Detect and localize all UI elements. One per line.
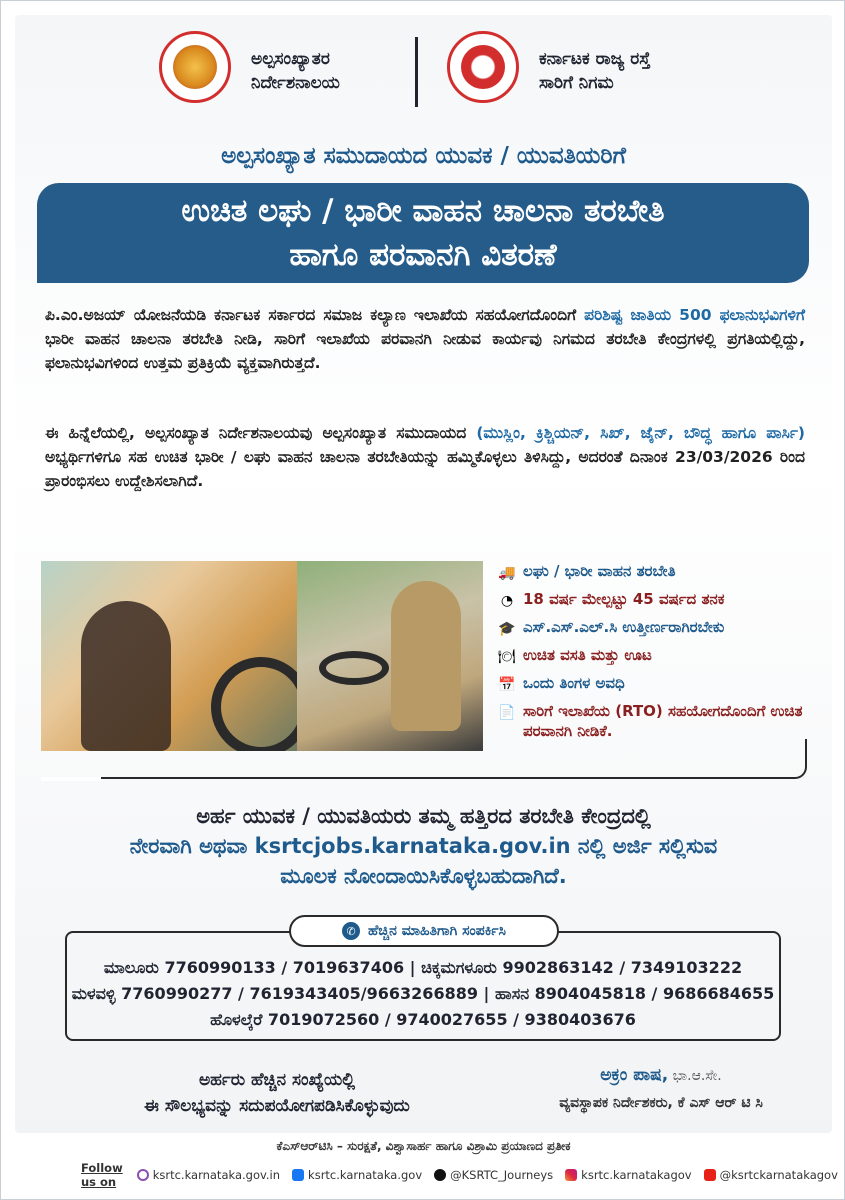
feature-text: ಉಚಿತ ವಸತಿ ಮತ್ತು ಊಟ [523,646,652,664]
age-icon: ◔ [500,593,514,609]
follow-us-label: Follow us on [81,1161,123,1189]
twitter-text: @KSRTC_Journeys [450,1168,554,1182]
signer-name [501,1065,821,1085]
contact-heading [289,915,559,947]
cta-line: ಅರ್ಹ ಯುವಕ / ಯುವತಿಯರು ತಮ್ಮ ಹತ್ತಿರದ ತರಬೇತಿ ಕೇಂದ್ರದಲ್ಲಿ [196,804,651,828]
bus-steering-wheel-icon [319,651,389,685]
banner-line: ಉಚಿತ ಲಘು / ಭಾರೀ ವಾಹನ ಚಾಲನಾ ತರಬೇತಿ [181,193,665,229]
paragraph-text: ಅಭ್ಯರ್ಥಿಗಳಿಗೂ ಸಹ ಉಚಿತ ಭಾರೀ / ಲಘು ವಾಹನ ಚಾಲನಾ ತರಬೇತಿಯನ್ನು ಹಮ್ಮಿಕೊಳ್ಳಲು ತಿಳಿಸಿದ್ದು, ಅದರಂತೆ ದಿನಾಂಕ 23/03/2026 ರಿಂದ ಪ್ರಾರಂಭಿಸಲು ಉದ್ದೇಶಿಸಲಾಗಿದೆ. [45,448,805,490]
section-bracket [41,739,807,779]
youtube-link[interactable] [704,1168,838,1182]
contact-line: ಮಳವಳ್ಳಿ 7760990277 / 7619343405/9663266889 | ಹಾಸನ 8904045818 / 9686684655 [71,984,775,1003]
bracket-gap [41,777,101,781]
social-links [81,1161,838,1189]
ksrtc-logo-icon [447,31,519,103]
training-photo [41,561,483,751]
feature-item [497,617,817,639]
contact-numbers [65,955,781,1033]
x-twitter-icon [434,1169,446,1181]
feature-item [497,673,817,695]
footer-tagline: ಕೆಎಸ್‌ಆರ್‌ಟಿಸಿ – ಸುರಕ್ಷತೆ, ವಿಶ್ವಾಸಾರ್ಹ ಹಾಗೂ ವಿಶ್ರಾಮಿ ಪ್ರಯಾಣದ ಪ್ರತೀಕ [276,1139,571,1153]
signer-service: ಭಾ.ಆ.ಸೇ. [668,1068,722,1084]
steering-wheel-icon [211,657,311,751]
subtitle: ಅಲ್ಪಸಂಖ್ಯಾತ ಸಮುದಾಯದ ಯುವಕ / ಯುವತಿಯರಿಗೆ [221,143,626,169]
org-name-line: ನಿರ್ದೇಶನಾಲಯ [251,73,340,93]
instagram-icon [565,1169,577,1181]
paragraph-text: ಪಿ.ಎಂ.ಅಜಯ್ ಯೋಜನೆಯಡಿ ಕರ್ನಾಟಕ ಸರ್ಕಾರದ ಸಮಾಜ ಕಲ್ಯಾಣ ಇಲಾಖೆಯ ಸಹಯೋಗದೊಂದಿಗೆ [45,306,585,324]
hostel-food-icon: 🍽 [498,649,516,665]
paragraph-text: ಈ ಹಿನ್ನೆಲೆಯಲ್ಲಿ, ಅಲ್ಪಸಂಖ್ಯಾತ ನಿರ್ದೇಶನಾಲಯವು ಅಲ್ಪಸಂಖ್ಯಾತ ಸಮುದಾಯದ [45,424,477,442]
globe-icon [137,1169,149,1181]
signer-name-text: ಅಕ್ರಂ ಪಾಷ, [600,1065,669,1085]
org-name-line: ಕರ್ನಾಟಕ ರಾಜ್ಯ ರಸ್ತೆ [539,49,651,69]
signatory [501,1065,821,1111]
facebook-text: ksrtc.karnataka.gov [308,1168,423,1182]
feature-item [497,589,817,611]
license-icon: 📄 [498,705,516,721]
org-name-line: ಸಾರಿಗೆ ನಿಗಮ [539,73,614,93]
feature-text: ಸಾರಿಗೆ ಇಲಾಖೆಯ (RTO) ಸಹಯೋಗದೊಂದಿಗೆ ಉಚಿತ ಪರವಾನಗಿ ನೀಡಿಕೆ. [523,702,803,740]
intro-paragraph [45,303,805,375]
call-to-action [1,801,845,891]
cta-line: ಮೂಲಕ ನೋಂದಾಯಿಸಿಕೊಳ್ಳಬಹುದಾಗಿದೆ. [280,864,567,888]
truck-icon: 🚚 [498,565,516,581]
website-text: ksrtc.karnataka.gov.in [152,1168,281,1182]
signer-role: ವ್ಯವಸ್ಥಾಪಕ ನಿರ್ದೇಶಕರು, ಕೆ ಎಸ್ ಆರ್ ಟಿ ಸಿ [559,1095,763,1111]
scheme-paragraph [45,421,805,493]
instagram-link[interactable] [565,1168,691,1182]
twitter-link[interactable] [434,1168,553,1182]
contact-line: ಮಾಲೂರು 7760990133 / 7019637406 | ಚಿಕ್ಕಮಗಳೂರು 9902863142 / 7349103222 [103,958,743,977]
header-divider [415,37,418,107]
youtube-text: @ksrtckarnatakagov [719,1168,838,1182]
banner-line: ಹಾಗೂ ಪರವಾನಗಿ ವಿತರಣೆ [289,237,557,273]
appeal-text [67,1067,487,1119]
instagram-text: ksrtc.karnatakagov [581,1168,692,1182]
calendar-icon: 📅 [498,677,516,693]
phone-icon: ✆ [342,922,360,940]
contact-heading-label: ಹೆಚ್ಚಿನ ಮಾಹಿತಿಗಾಗಿ ಸಂಪರ್ಕಿಸಿ [368,923,506,939]
youtube-icon [704,1169,716,1181]
graduation-cap-icon: 🎓 [498,621,516,637]
feature-item [497,645,817,667]
appeal-line: ಈ ಸೌಲಭ್ಯವನ್ನು ಸದುಪಯೋಗಪಡಿಸಿಕೊಳ್ಳುವುದು [144,1096,410,1116]
feature-text: ಎಸ್.ಎಸ್.ಎಲ್.ಸಿ ಉತ್ತೀರ್ಣರಾಗಿರಬೇಕು [523,618,725,636]
website-link[interactable] [137,1168,280,1182]
driver-figure [391,581,461,731]
woman-figure [81,601,171,751]
feature-text: ಒಂದು ತಿಂಗಳ ಅವಧಿ [523,674,625,692]
header [1,25,845,125]
facebook-link[interactable] [292,1168,422,1182]
karnataka-govt-seal-icon [159,31,231,103]
appeal-line: ಅರ್ಹರು ಹೆಚ್ಚಿನ ಸಂಖ್ಯೆಯಲ್ಲಿ [198,1070,356,1090]
feature-text: ಲಘು / ಭಾರೀ ವಾಹನ ತರಬೇತಿ [523,562,676,580]
paragraph-text: ಭಾರೀ ವಾಹನ ಚಾಲನಾ ತರಬೇತಿ ನೀಡಿ, ಸಾರಿಗೆ ಇಲಾಖೆಯ ಪರವಾನಗಿ ನೀಡುವ ಕಾರ್ಯವು ನಿಗಮದ ತರಬೇತಿ ಕೇಂದ್ರಗಳಲ್ಲಿ ಪ್ರಗತಿಯಲ್ಲಿದ್ದು, ಫಲಾನುಭವಿಗಳಿಂದ ಉತ್ತಮ ಪ್ರತಿಕ್ರಿಯೆ ವ್ಯಕ್ತವಾಗಿರುತ್ತದೆ. [45,330,805,372]
facebook-icon [292,1169,304,1181]
paragraph-highlight: (ಮುಸ್ಲಿಂ, ಕ್ರಿಶ್ಚಿಯನ್, ಸಿಖ್, ಜೈನ್, ಬೌದ್ಧ ಹಾಗೂ ಪಾರ್ಸಿ) [476,424,805,442]
paragraph-highlight: ಪರಿಶಿಷ್ಟ ಜಾತಿಯ 500 ಫಲಾನುಭವಿಗಳಿಗೆ [584,306,805,324]
feature-list [497,561,817,747]
org-name-line: ಅಲ್ಪಸಂಖ್ಯಾತರ [251,49,330,69]
feature-item [497,701,817,741]
contact-line: ಹೊಳಲ್ಕೆರೆ 7019072560 / 9740027655 / 9380403676 [210,1010,636,1029]
title-banner [37,183,809,283]
ksrtc-name [539,47,650,95]
minority-directorate-name [251,47,340,95]
feature-item [497,561,817,583]
feature-text: 18 ವರ್ಷ ಮೇಲ್ಪಟ್ಟು 45 ವರ್ಷದ ತನಕ [523,590,725,608]
cta-line: ನೇರವಾಗಿ ಅಥವಾ ksrtcjobs.karnataka.gov.in ನಲ್ಲಿ ಅರ್ಜಿ ಸಲ್ಲಿಸುವ [129,834,718,858]
